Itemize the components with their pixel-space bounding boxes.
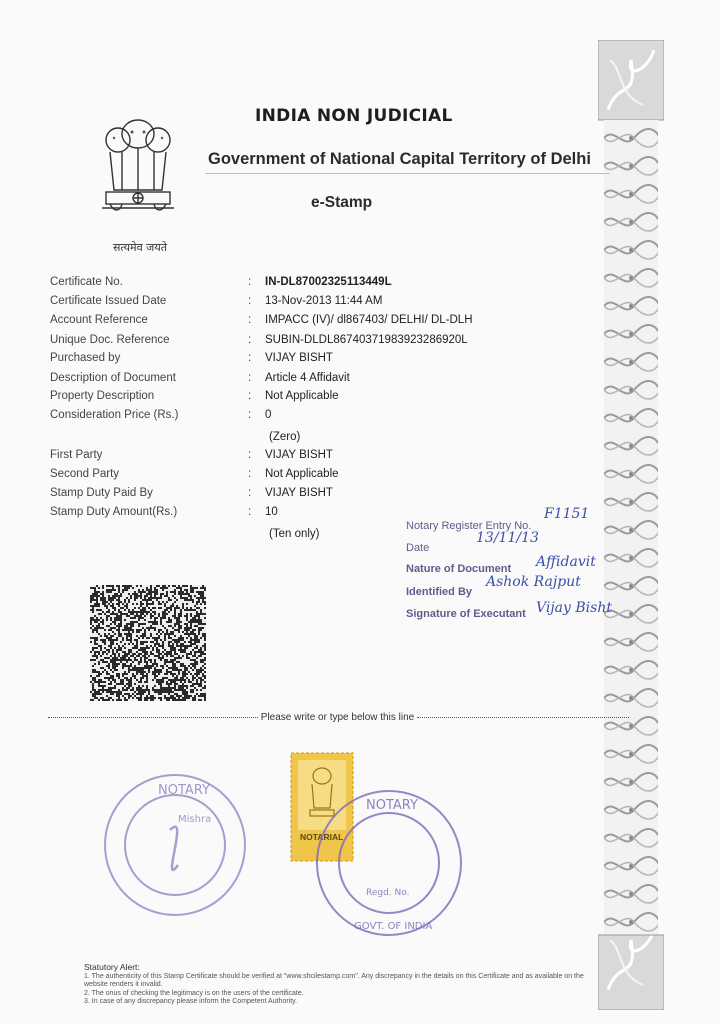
field-value: 10 — [265, 506, 278, 518]
qr-code — [90, 585, 206, 701]
field-colon: : — [248, 276, 252, 288]
government-name: Government of National Capital Territory of Delhi — [208, 150, 591, 168]
field-colon: : — [248, 468, 252, 480]
statutory-item: 1. The authenticity of this Stamp Certificate should be verified at "www.shcilestamp.com". Any discrepancy in the details on this Certificate and as available on the website renders it invalid. — [84, 972, 584, 989]
executant-signature: Vijay Bisht — [536, 600, 612, 616]
stamp-ticket-label: NOTARIAL — [300, 832, 344, 842]
field-label: First Party — [50, 449, 103, 461]
notary-seal-left — [100, 770, 250, 920]
statutory-alert — [84, 963, 604, 1007]
field-value: 13-Nov-2013 11:44 AM — [265, 295, 383, 307]
field-colon: : — [248, 409, 252, 421]
date-value: 13/11/13 — [476, 530, 539, 546]
document-title: INDIA NON JUDICIAL — [255, 106, 453, 126]
field-value: VIJAY BISHT — [265, 352, 333, 364]
field-colon: : — [248, 449, 252, 461]
seal-right-bottom: GOVT. OF INDIA — [354, 921, 433, 932]
write-below-line — [48, 712, 628, 723]
field-value: Not Applicable — [265, 390, 339, 402]
dotted-line-left — [48, 717, 258, 718]
identified-label: Identified By — [406, 586, 473, 598]
national-emblem — [92, 108, 184, 260]
field-colon: : — [248, 506, 252, 518]
statutory-alert-heading: Statutory Alert: — [84, 962, 140, 972]
field-value: VIJAY BISHT — [265, 487, 333, 499]
write-below-text: Please write or type below this line — [260, 712, 415, 723]
field-colon: : — [248, 372, 252, 384]
field-colon: : — [248, 390, 252, 402]
date-label: Date — [406, 542, 430, 554]
field-label: Second Party — [50, 468, 120, 480]
nature-value: Affidavit — [536, 554, 596, 570]
field-label: Stamp Duty Amount(Rs.) — [50, 506, 178, 518]
field-value: VIJAY BISHT — [265, 449, 333, 461]
seal-left-text: NOTARY — [158, 783, 210, 798]
field-colon: : — [248, 334, 252, 346]
consideration-in-words: (Zero) — [269, 431, 301, 443]
field-value: SUBIN-DLDL86740371983923286920L — [265, 334, 468, 346]
field-colon: : — [248, 352, 252, 364]
field-label: Property Description — [50, 390, 155, 402]
identified-value: Ashok Rajput — [486, 574, 581, 590]
field-label: Certificate No. — [50, 276, 123, 288]
seal-right-text: NOTARY — [366, 798, 418, 813]
field-value: 0 — [265, 409, 272, 421]
signature-label: Signature of Executant — [406, 608, 526, 620]
register-entry-value: F1151 — [544, 506, 590, 522]
field-value: IMPACC (IV)/ dl867403/ DELHI/ DL-DLH — [265, 314, 473, 326]
field-label: Stamp Duty Paid By — [50, 487, 153, 499]
field-colon: : — [248, 314, 252, 326]
register-entry-label: Notary Register Entry No. — [406, 520, 532, 532]
field-value: Not Applicable — [265, 468, 339, 480]
field-label: Consideration Price (Rs.) — [50, 409, 179, 421]
field-colon: : — [248, 295, 252, 307]
document-type: e-Stamp — [311, 194, 373, 211]
dotted-line-right — [417, 717, 629, 718]
seal-right-reg: Regd. No. — [366, 888, 410, 898]
notary-seal-right — [314, 785, 464, 940]
field-label: Purchased by — [50, 352, 121, 364]
field-label: Account Reference — [50, 314, 148, 326]
statutory-item: 2. The onus of checking the legitimacy is on the users of the certificate. — [84, 989, 304, 997]
header-divider — [205, 173, 610, 174]
field-value: IN-DL87002325113449L — [265, 276, 392, 288]
emblem-motto: सत्यमेव जयते — [112, 241, 167, 254]
field-label: Certificate Issued Date — [50, 295, 167, 307]
field-label: Unique Doc. Reference — [50, 334, 170, 346]
amount-in-words: (Ten only) — [269, 528, 320, 540]
field-value: Article 4 Affidavit — [265, 372, 350, 384]
field-colon: : — [248, 487, 252, 499]
field-label: Description of Document — [50, 372, 176, 384]
statutory-item: 3. In case of any discrepancy please inform the Competent Authority. — [84, 998, 298, 1006]
nature-label: Nature of Document — [406, 563, 512, 575]
notary-register-stamp — [406, 506, 646, 626]
seal-left-name: Mishra — [178, 814, 212, 825]
